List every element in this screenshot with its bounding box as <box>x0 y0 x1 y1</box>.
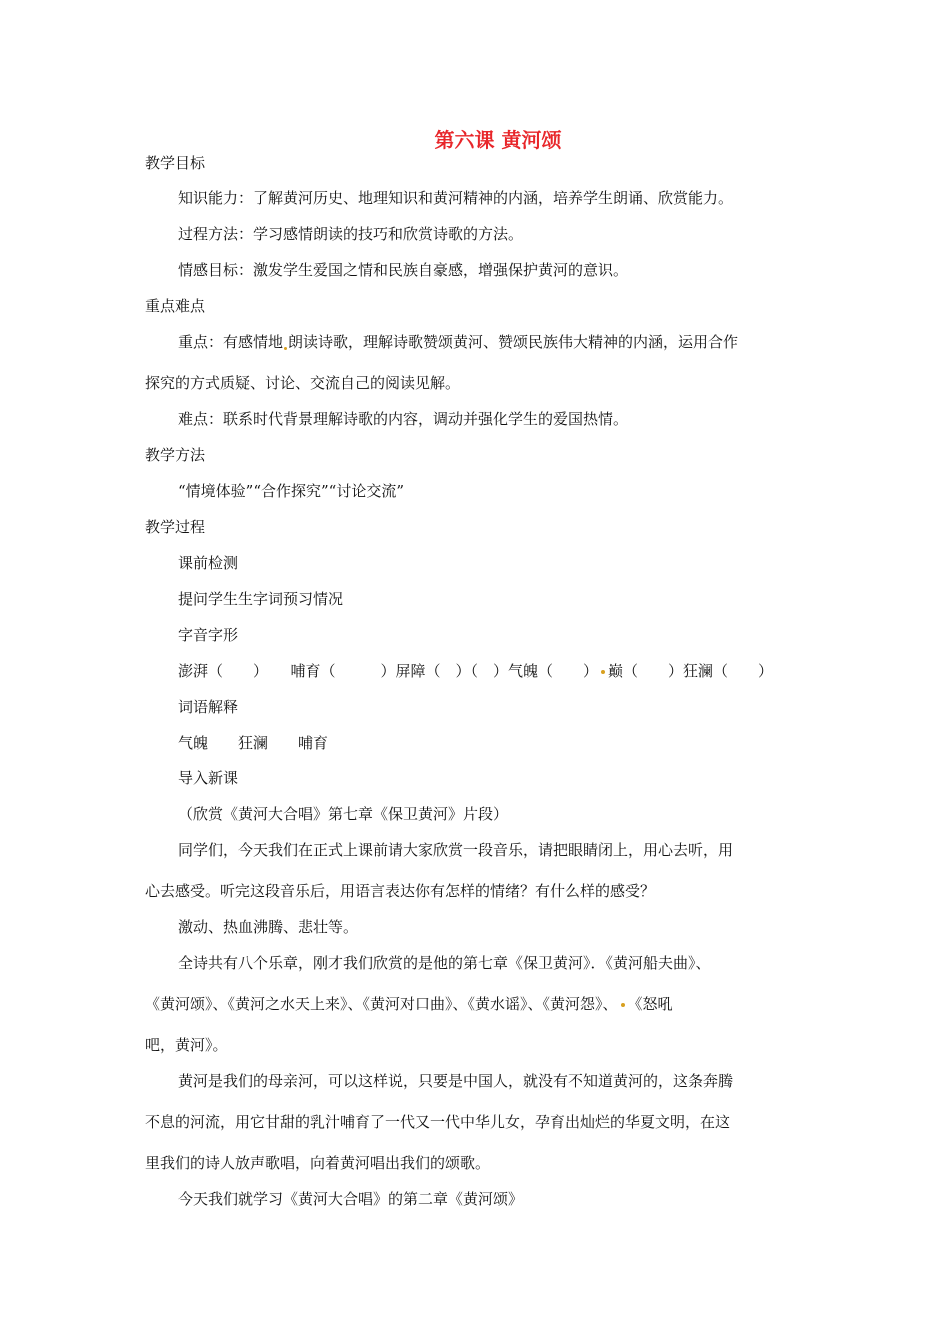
difficulty-line: 难点：联系时代背景理解诗歌的内容，调动并强化学生的爱国热情。 <box>178 410 629 428</box>
listen-note: （欣赏《黄河大合唱》第七章《保卫黄河》片段） <box>178 805 509 823</box>
highlight-dot-mark <box>621 1003 625 1007</box>
para1-line1: 同学们，今天我们在正式上课前请大家欣赏一段音乐，请把眼睛闭上，用心去听，用 <box>178 841 734 859</box>
word-blanks-a: 澎湃（ ） 哺育（ ）屏障（ ）（ ）气魄（ ） <box>178 662 599 680</box>
objective-process: 过程方法：学习感情朗读的技巧和欣赏诗歌的方法。 <box>178 225 524 243</box>
objective-knowledge: 知识能力：了解黄河历史、地理知识和黄河精神的内涵，培养学生朗诵、欣赏能力。 <box>178 189 734 207</box>
para1-line2: 心去感受。听完这段音乐后，用语言表达你有怎样的情绪？有什么样的感受？ <box>145 882 656 900</box>
objectives-heading: 教学目标 <box>145 154 206 172</box>
highlight-dot-mark <box>601 670 605 674</box>
para3-line2: 不息的河流，用它甘甜的乳汁哺育了一代又一代中华儿女，孕育出灿烂的华夏文明，在这 <box>145 1113 731 1131</box>
closing-line: 今天我们就学习《黄河大合唱》的第二章《黄河颂》 <box>178 1190 524 1208</box>
para3-line1: 黄河是我们的母亲河，可以这样说，只要是中国人，就没有不知道黄河的，这条奔腾 <box>178 1072 734 1090</box>
para2-line3: 吧，黄河》。 <box>145 1036 228 1054</box>
key-point-text-b: 朗读诗歌，理解诗歌赞颂黄河、赞颂民族伟大精神的内涵，运用合作 <box>288 333 739 351</box>
word-blanks-row <box>178 661 773 681</box>
para2-line1: 全诗共有八个乐章，刚才我们欣赏的是他的第七章《保卫黄河》．《黄河船夫曲》、 <box>178 954 711 972</box>
word-blanks-b: 巅（ ）狂澜（ ） <box>608 662 774 680</box>
ask-preview: 提问学生生字词预习情况 <box>178 590 344 608</box>
intro-heading: 导入新课 <box>178 769 239 787</box>
para2-line2-b: 《怒吼 <box>627 995 673 1013</box>
key-point-text-a: 重点：有感情地 <box>178 333 284 351</box>
methods-text: “情境体验”“合作探究”“讨论交流” <box>178 482 405 500</box>
document-title: 第六课 黄河颂 <box>434 128 562 152</box>
para3-line3: 里我们的诗人放声歌唱，向着黄河唱出我们的颂歌。 <box>145 1154 491 1172</box>
answer-text: 激动、热血沸腾、悲壮等。 <box>178 918 359 936</box>
pronunciation-heading: 字音字形 <box>178 626 239 644</box>
para2-line2-a: 《黄河颂》、《黄河之水天上来》、《黄河对口曲》、《黄水谣》、《黄河怨》、 <box>145 995 618 1013</box>
pre-check: 课前检测 <box>178 554 239 572</box>
key-points-heading: 重点难点 <box>145 297 206 315</box>
key-point-line-2: 探究的方式质疑、讨论、交流自己的阅读见解。 <box>145 374 461 392</box>
vocab-terms: 气魄 狂澜 哺育 <box>178 734 329 752</box>
key-point-line <box>178 332 738 352</box>
process-heading: 教学过程 <box>145 518 206 536</box>
para2-line2 <box>145 994 673 1014</box>
methods-heading: 教学方法 <box>145 446 206 464</box>
vocab-heading: 词语解释 <box>178 698 239 716</box>
highlight-dot-mark <box>284 347 287 350</box>
objective-emotion: 情感目标：激发学生爱国之情和民族自豪感，增强保护黄河的意识。 <box>178 261 629 279</box>
